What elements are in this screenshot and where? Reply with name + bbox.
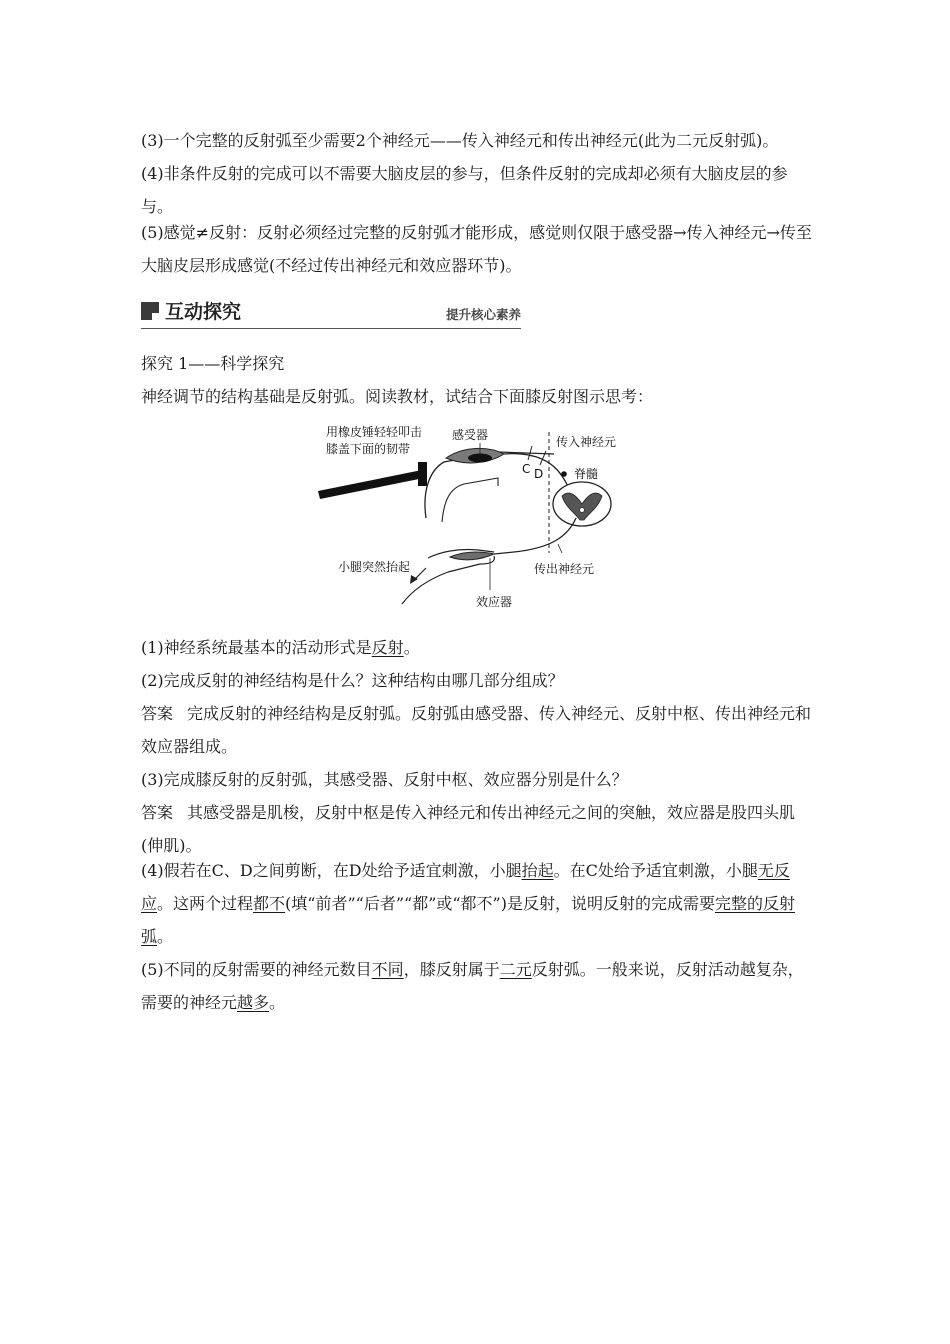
section-header	[141, 297, 521, 331]
explore-intro: 神经调节的结构基础是反射弧。阅读教材，试结合下面膝反射图示思考：	[141, 387, 654, 406]
hammer-label-line1: 用橡皮锤轻轻叩击	[326, 425, 423, 439]
q5-blank-3: 越多	[237, 993, 270, 1012]
answer-2	[141, 697, 813, 763]
q5-text-3: 反射弧。一般来说，反射活动越复杂，需要的神经元	[141, 960, 804, 1012]
question-5	[141, 953, 813, 1019]
hammer-head	[418, 462, 427, 486]
section-square-icon	[141, 302, 159, 320]
q5-text-4: 。	[269, 993, 286, 1012]
thigh-inner-outline	[442, 478, 498, 522]
central-canal	[580, 508, 585, 513]
q4-blank-3: 都不	[253, 894, 286, 913]
explore-heading: 探究 1——科学探究	[141, 354, 285, 373]
q4-text-4: (填“前者”“后者”“都”或“都不”)是反射，说明反射的完成需要	[285, 894, 715, 913]
spinal-cord-label: 脊髓	[574, 467, 599, 481]
section-subtitle: 提升核心素养	[445, 307, 521, 322]
hammer-handle	[318, 470, 424, 499]
answer-3	[141, 796, 813, 862]
q4-blank-4: 完整的反射弧	[141, 894, 795, 946]
leg-raise-label: 小腿突然抬起	[338, 560, 411, 574]
q5-text-1: (5)不同的反射需要的神经元数目	[141, 960, 372, 979]
point-d-label: D	[534, 467, 544, 481]
question-4	[141, 854, 813, 953]
answer-2-text: 完成反射的神经结构是反射弧。反射弧由感受器、传入神经元、反射中枢、传出神经元和效应器组成。	[141, 704, 812, 756]
ganglion-dot	[561, 471, 567, 477]
answer-3-label: 答案	[141, 803, 174, 822]
q4-text-1: (4)假若在C、D之间剪断，在D处给予适宜刺激，小腿	[141, 861, 522, 880]
point-c-label: C	[522, 462, 531, 476]
efferent-label: 传出神经元	[534, 562, 595, 576]
knee-reflex-figure	[318, 418, 628, 618]
q5-text-2: ，膝反射属于	[403, 960, 500, 979]
q4-text-5: 。	[157, 927, 174, 946]
answer-3-text: 其感受器是肌梭，反射中枢是传入神经元和传出神经元之间的突触，效应器是股四头肌(伸肌)。	[141, 803, 796, 855]
note-3: (3)一个完整的反射弧至少需要2个神经元——传入神经元和传出神经元(此为二元反射弧)。	[141, 131, 779, 150]
receptor-label: 感受器	[452, 428, 489, 442]
q4-text-3: 。这两个过程	[157, 894, 254, 913]
section-title: 互动探究	[165, 301, 242, 323]
q5-blank-2: 二元	[499, 960, 532, 979]
efferent-leader	[558, 544, 562, 553]
q5-blank-1: 不同	[371, 960, 404, 979]
question-2: (2)完成反射的神经结构是什么？这种结构由哪几部分组成？	[141, 671, 564, 690]
effector-muscle	[450, 552, 494, 560]
movement-arrow-head	[410, 575, 418, 584]
q1-text: (1)神经系统最基本的活动形式是	[141, 638, 372, 657]
note-5: (5)感觉≠反射：反射必须经过完整的反射弧才能形成，感觉则仅限于感受器→传入神经元→传至大脑皮层形成感觉(不经过传出神经元和效应器环节)。	[141, 223, 812, 275]
answer-2-label: 答案	[141, 704, 174, 723]
section-divider	[141, 328, 521, 329]
note-4: (4)非条件反射的完成可以不需要大脑皮层的参与，但条件反射的完成却必须有大脑皮层的参与。	[141, 164, 788, 216]
afferent-label: 传入神经元	[556, 435, 617, 449]
q4-blank-1: 抬起	[521, 861, 554, 880]
q4-blank-2: 无反应	[141, 861, 790, 913]
efferent-nerve-path	[494, 518, 576, 554]
hammer-label-line2: 膝盖下面的韧带	[326, 442, 411, 456]
receptor-spot	[468, 454, 492, 463]
question-1	[141, 631, 813, 664]
q1-answer-blank: 反射	[371, 638, 404, 657]
effector-label: 效应器	[476, 595, 513, 609]
q1-suffix: 。	[403, 638, 420, 657]
question-3: (3)完成膝反射的反射弧，其感受器、反射中枢、效应器分别是什么？	[141, 770, 628, 789]
q4-text-2: 。在C处给予适宜刺激，小腿	[553, 861, 758, 880]
